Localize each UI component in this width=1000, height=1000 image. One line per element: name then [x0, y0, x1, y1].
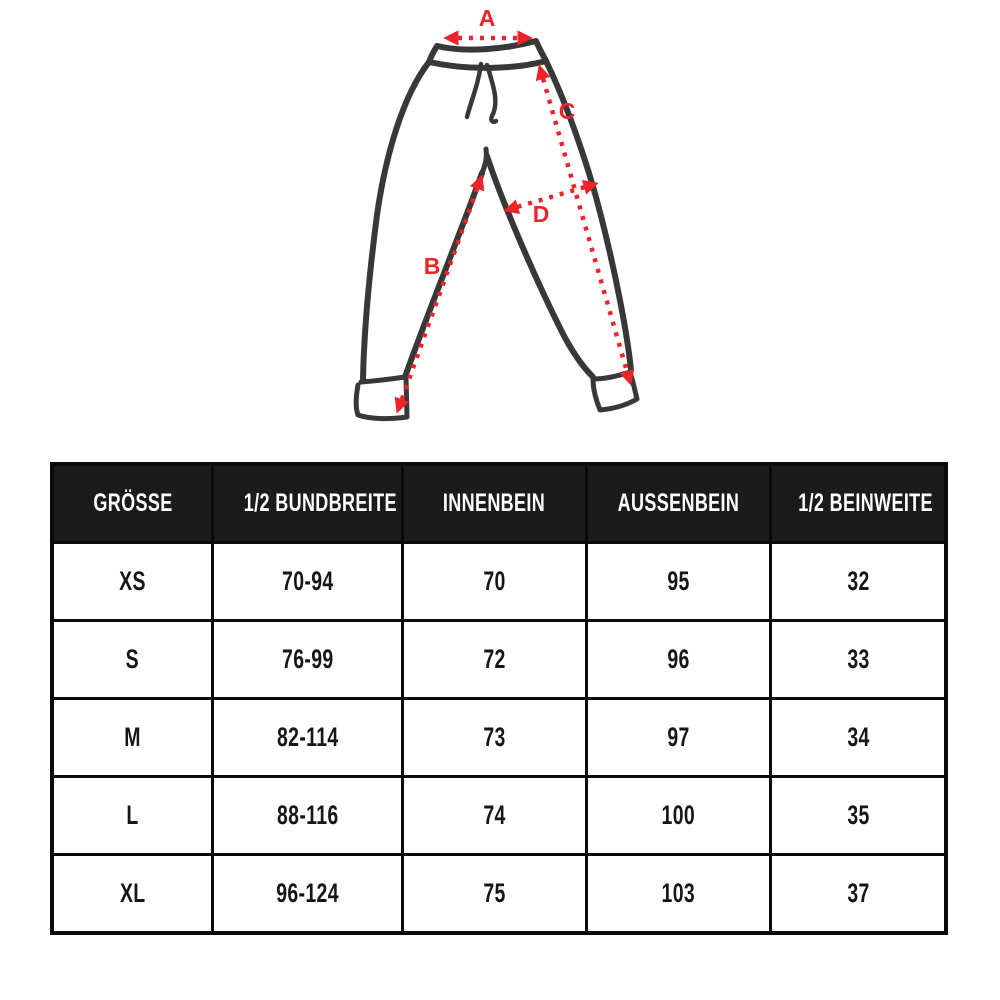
size-table [50, 462, 948, 935]
cell-value: 72 [483, 644, 506, 674]
measure-label-c: C [558, 98, 576, 124]
pants-measurement-diagram [0, 0, 1000, 460]
cell-value: XL [119, 878, 146, 908]
bundbreite-cell [213, 855, 403, 934]
bundbreite-cell [213, 777, 403, 855]
header-label: INNENBEIN [443, 489, 546, 517]
pants-diagram-svg [0, 0, 1000, 460]
size-cell [52, 543, 213, 621]
cell-value: 73 [483, 722, 506, 752]
beinweite-cell [771, 621, 946, 699]
cell-value: 37 [846, 878, 870, 908]
size-cell [52, 699, 213, 777]
cell-value: 70-94 [281, 566, 334, 596]
measure-label-b: B [423, 253, 441, 279]
column-header-groesse [52, 464, 213, 543]
cell-value: S [126, 644, 140, 674]
left-inner-seam [405, 173, 482, 377]
size-cell [52, 777, 213, 855]
column-header-beinweite [771, 464, 946, 543]
cell-value: 76-99 [281, 644, 334, 674]
cell-value: 75 [483, 878, 506, 908]
cell-value: 96-124 [276, 878, 340, 908]
drawstring [467, 64, 496, 122]
innenbein-cell [402, 699, 586, 777]
measure-label-d: D [532, 201, 550, 227]
bundbreite-cell [213, 621, 403, 699]
cell-value: 88-116 [276, 800, 339, 830]
cell-value: 96 [667, 644, 690, 674]
header-row [52, 464, 946, 543]
header-label: GRÖSSE [93, 489, 173, 517]
beinweite-cell [771, 543, 946, 621]
aussenbein-cell [587, 777, 771, 855]
bundbreite-cell [213, 543, 403, 621]
size-table-container [50, 462, 948, 912]
size-cell [52, 855, 213, 934]
header-label: 1/2 BUNDBREITE [244, 489, 398, 517]
aussenbein-cell [587, 855, 771, 934]
header-label: AUSSENBEIN [617, 489, 740, 517]
table-row-l [52, 777, 946, 855]
beinweite-cell [771, 855, 946, 934]
pants-drawing [356, 41, 637, 419]
innenbein-cell [402, 777, 586, 855]
cell-value: 34 [846, 722, 870, 752]
measure-arrow-b [398, 178, 481, 410]
column-header-aussenbein [587, 464, 771, 543]
size-cell [52, 621, 213, 699]
table-row-m [52, 699, 946, 777]
cell-value: 70 [483, 566, 506, 596]
cell-value: 32 [846, 566, 870, 596]
table-row-s [52, 621, 946, 699]
innenbein-cell [402, 543, 586, 621]
innenbein-cell [402, 855, 586, 934]
innenbein-cell [402, 621, 586, 699]
cell-value: 74 [483, 800, 506, 830]
aussenbein-cell [587, 621, 771, 699]
measure-label-a: A [478, 5, 496, 31]
table-row-xl [52, 855, 946, 934]
cell-value: 95 [667, 566, 690, 596]
left-cuff [356, 377, 407, 419]
cell-value: XS [119, 566, 147, 596]
cell-value: 103 [661, 878, 696, 908]
beinweite-cell [771, 699, 946, 777]
aussenbein-cell [587, 543, 771, 621]
cell-value: 97 [667, 722, 690, 752]
header-label: 1/2 BEINWEITE [798, 489, 934, 517]
cell-value: M [124, 722, 141, 752]
cell-value: L [126, 800, 139, 830]
beinweite-cell [771, 777, 946, 855]
bundbreite-cell [213, 699, 403, 777]
cell-value: 33 [846, 644, 870, 674]
aussenbein-cell [587, 699, 771, 777]
right-inner-seam [487, 156, 593, 377]
measure-arrow-c [540, 68, 630, 382]
cell-value: 35 [846, 800, 870, 830]
column-header-innenbein [402, 464, 586, 543]
cell-value: 82-114 [276, 722, 339, 752]
cell-value: 100 [661, 800, 696, 830]
column-header-bundbreite [213, 464, 403, 543]
table-row-xs [52, 543, 946, 621]
